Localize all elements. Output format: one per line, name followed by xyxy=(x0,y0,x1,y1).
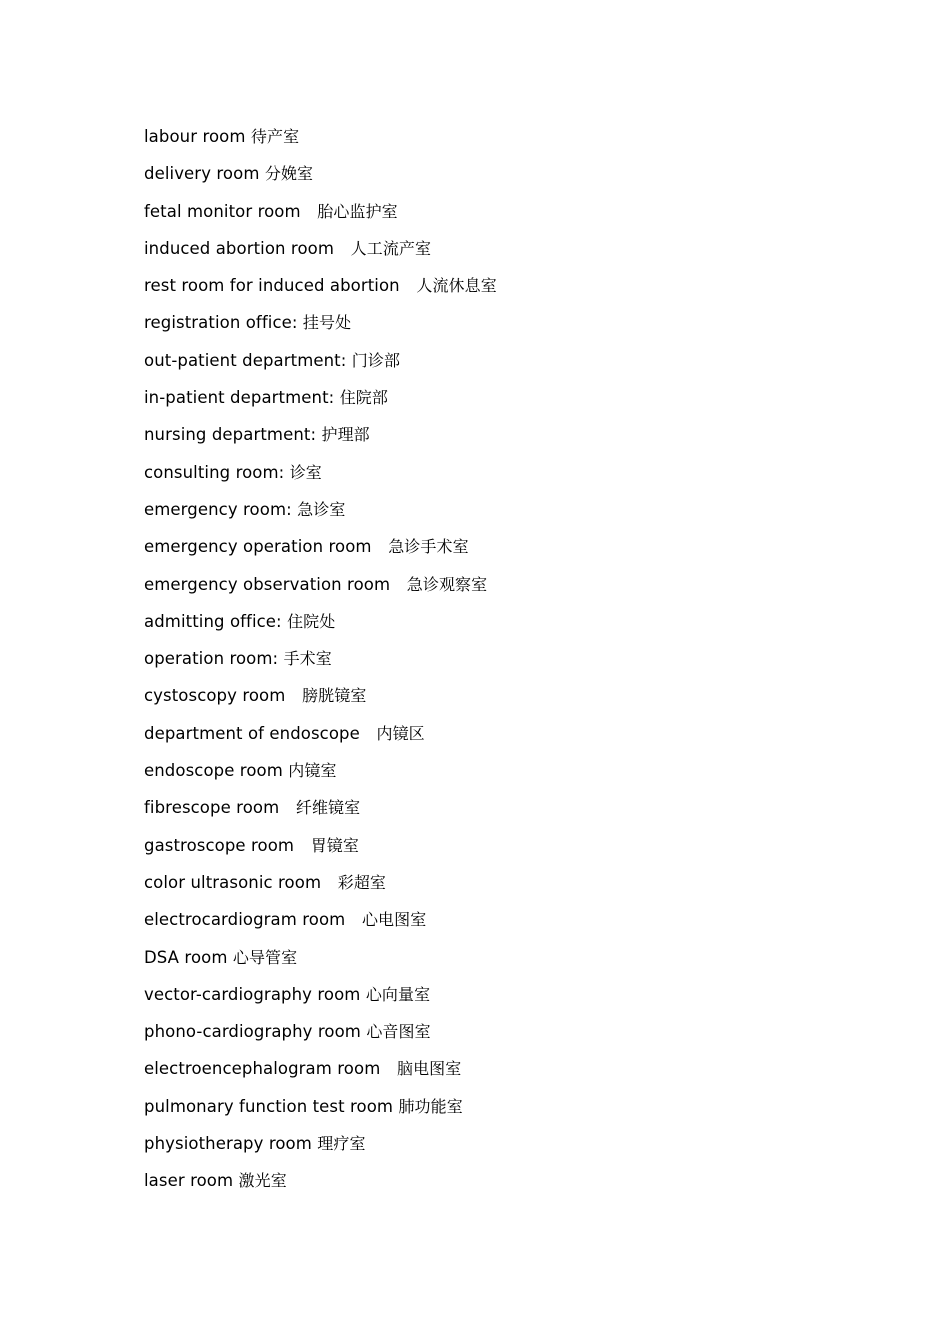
chinese-term: 急诊手术室 xyxy=(388,537,469,557)
glossary-entry xyxy=(144,534,497,571)
glossary-entry xyxy=(144,646,497,683)
chinese-term: 门诊部 xyxy=(351,350,401,370)
glossary-entry xyxy=(144,1019,497,1056)
glossary-entry xyxy=(144,385,497,422)
glossary-entry xyxy=(144,982,497,1019)
glossary-entry xyxy=(144,124,497,161)
english-term: department of endoscope xyxy=(144,723,377,743)
chinese-term: 心音图室 xyxy=(366,1022,431,1042)
english-term: fibrescope room xyxy=(144,798,296,818)
chinese-term: 脑电图室 xyxy=(396,1059,462,1079)
english-term: emergency observation room xyxy=(144,574,407,594)
chinese-term: 急诊室 xyxy=(297,499,346,519)
english-term: cystoscopy room xyxy=(144,686,303,706)
english-term: admitting office: xyxy=(144,611,288,631)
glossary-entry xyxy=(144,1131,497,1168)
chinese-term: 手术室 xyxy=(283,649,332,669)
chinese-term: 纤维镜室 xyxy=(295,798,361,818)
glossary-entry xyxy=(144,683,497,720)
chinese-term: 诊室 xyxy=(289,462,322,482)
chinese-term: 分娩室 xyxy=(264,164,314,184)
english-term: pulmonary function test room xyxy=(144,1096,399,1116)
chinese-term: 心电图室 xyxy=(361,910,427,930)
chinese-term: 待产室 xyxy=(250,127,300,146)
glossary-entry xyxy=(144,236,497,273)
glossary-entry xyxy=(144,609,497,646)
glossary-entry xyxy=(144,945,497,982)
english-term: laser room xyxy=(144,1171,239,1191)
chinese-term: 内镜区 xyxy=(376,723,425,743)
english-term: electrocardiogram room xyxy=(144,910,362,930)
glossary-entry xyxy=(144,460,497,497)
chinese-term: 人工流产室 xyxy=(350,238,432,258)
glossary-entry xyxy=(144,870,497,907)
english-term: endoscope room xyxy=(144,761,289,781)
chinese-term: 胃镜室 xyxy=(310,835,359,855)
glossary-entry xyxy=(144,1168,497,1205)
chinese-term: 挂号处 xyxy=(302,313,352,333)
english-term: emergency room: xyxy=(144,499,298,519)
english-term: physiotherapy room xyxy=(144,1134,318,1154)
english-term: consulting room: xyxy=(144,462,290,482)
glossary-entry xyxy=(144,833,497,870)
english-term: phono-cardiography room xyxy=(144,1022,367,1042)
chinese-term: 住院部 xyxy=(339,388,388,408)
english-term: in-patient department: xyxy=(144,388,340,408)
glossary-entry xyxy=(144,497,497,534)
chinese-term: 肺功能室 xyxy=(398,1096,463,1116)
room-glossary-list xyxy=(144,124,497,1206)
glossary-entry xyxy=(144,199,497,236)
glossary-entry xyxy=(144,1094,497,1131)
english-term: labour room xyxy=(144,127,251,146)
english-term: gastroscope room xyxy=(144,835,311,855)
chinese-term: 理疗室 xyxy=(317,1134,366,1154)
english-term: color ultrasonic room xyxy=(144,872,338,892)
english-term: fetal monitor room xyxy=(144,201,318,221)
glossary-entry xyxy=(144,422,497,459)
chinese-term: 内镜室 xyxy=(288,761,337,781)
chinese-term: 胎心监护室 xyxy=(317,201,398,221)
glossary-entry xyxy=(144,348,497,385)
glossary-entry xyxy=(144,907,497,944)
glossary-entry xyxy=(144,758,497,795)
english-term: induced abortion room xyxy=(144,238,351,258)
english-term: delivery room xyxy=(144,164,265,184)
english-term: rest room for induced abortion xyxy=(144,276,417,296)
english-term: electroencephalogram room xyxy=(144,1059,397,1079)
english-term: out-patient department: xyxy=(144,350,352,370)
chinese-term: 护理部 xyxy=(321,425,370,445)
english-term: operation room: xyxy=(144,649,284,669)
english-term: nursing department: xyxy=(144,425,322,445)
english-term: emergency operation room xyxy=(144,537,389,557)
chinese-term: 住院处 xyxy=(287,611,336,631)
glossary-entry xyxy=(144,310,497,347)
chinese-term: 人流休息室 xyxy=(416,276,497,296)
glossary-entry xyxy=(144,795,497,832)
chinese-term: 激光室 xyxy=(238,1171,287,1191)
english-term: DSA room xyxy=(144,947,233,967)
english-term: vector-cardiography room xyxy=(144,984,366,1004)
glossary-entry xyxy=(144,1056,497,1093)
chinese-term: 急诊观察室 xyxy=(406,574,488,594)
chinese-term: 彩超室 xyxy=(337,872,387,892)
glossary-entry xyxy=(144,273,497,310)
chinese-term: 心向量室 xyxy=(365,984,431,1004)
chinese-term: 心导管室 xyxy=(232,947,298,967)
glossary-entry xyxy=(144,161,497,198)
glossary-entry xyxy=(144,572,497,609)
glossary-entry xyxy=(144,721,497,758)
english-term: registration office: xyxy=(144,313,303,333)
chinese-term: 膀胱镜室 xyxy=(302,686,367,706)
